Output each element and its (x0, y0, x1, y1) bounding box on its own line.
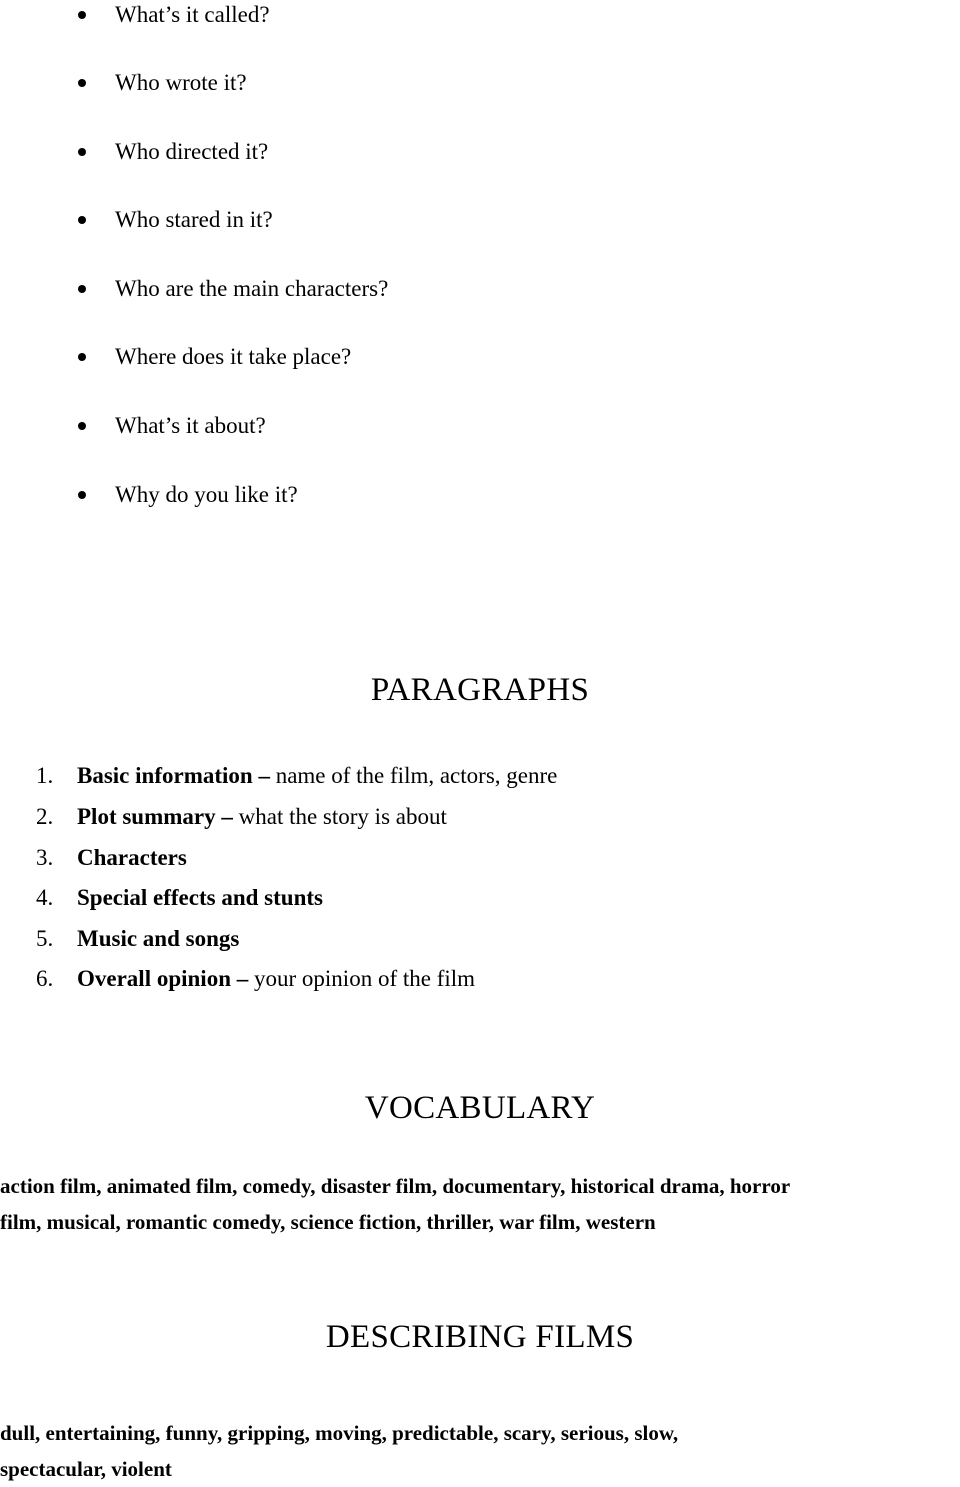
list-item (0, 70, 600, 100)
list-item (0, 207, 600, 237)
item-title: Overall opinion (77, 966, 231, 991)
item-title: Basic information (77, 763, 253, 788)
item-number: 5. (36, 926, 54, 951)
item-title: Plot summary (77, 804, 216, 829)
list-item (0, 2, 600, 32)
vocabulary-heading: VOCABULARY (364, 1090, 596, 1126)
vocabulary-line: action film, animated film, comedy, disaster film, documentary, historical drama, horror (0, 1174, 791, 1198)
list-item (0, 885, 900, 915)
item-number: 3. (36, 845, 54, 870)
list-item (0, 276, 600, 306)
list-item (0, 966, 900, 996)
item-dash: – (236, 966, 249, 991)
question-text: Why do you like it? (115, 482, 298, 507)
list-item (0, 926, 900, 956)
bullet-icon (78, 422, 86, 430)
list-item (0, 763, 900, 793)
item-number: 1. (36, 763, 54, 788)
bullet-icon (78, 11, 86, 19)
bullet-icon (78, 79, 86, 87)
item-number: 6. (36, 966, 54, 991)
item-body (77, 926, 239, 952)
item-title: Music and songs (77, 926, 240, 951)
list-item (0, 482, 600, 512)
bullet-icon (78, 491, 86, 499)
item-number: 4. (36, 885, 54, 910)
item-body (77, 966, 475, 992)
item-title: Characters (77, 845, 187, 870)
item-dash: – (221, 804, 233, 829)
item-description: your opinion of the film (254, 966, 476, 991)
item-title: Special effects and stunts (77, 885, 323, 910)
bullet-icon (78, 216, 86, 224)
list-item (0, 845, 900, 875)
bullet-icon (78, 148, 86, 156)
bullet-icon (78, 285, 86, 293)
item-description: name of the film, actors, genre (275, 763, 558, 788)
describing-films-heading: DESCRIBING FILMS (325, 1319, 635, 1355)
question-text: Who wrote it? (115, 70, 247, 95)
question-text: What’s it about? (115, 413, 266, 438)
item-body (77, 804, 447, 830)
item-body (77, 885, 323, 911)
describing-line: dull, entertaining, funny, gripping, moving, predictable, scary, serious, slow, (0, 1421, 679, 1445)
list-item (0, 139, 600, 169)
list-item (0, 344, 600, 374)
vocabulary-line: film, musical, romantic comedy, science fiction, thriller, war film, western (0, 1210, 656, 1234)
question-text: Who stared in it? (115, 207, 273, 232)
list-item (0, 804, 900, 834)
item-body (77, 763, 557, 789)
question-text: Who directed it? (115, 139, 269, 164)
item-number: 2. (36, 804, 54, 829)
bullet-icon (78, 353, 86, 361)
item-dash: – (258, 763, 270, 788)
item-description: what the story is about (238, 804, 447, 829)
paragraphs-heading: PARAGRAPHS (370, 672, 590, 708)
list-item (0, 413, 600, 443)
question-text: Where does it take place? (115, 344, 352, 369)
question-text: What’s it called? (115, 2, 270, 27)
describing-line: spectacular, violent (0, 1457, 172, 1481)
item-body (77, 845, 187, 871)
question-text: Who are the main characters? (115, 276, 389, 301)
